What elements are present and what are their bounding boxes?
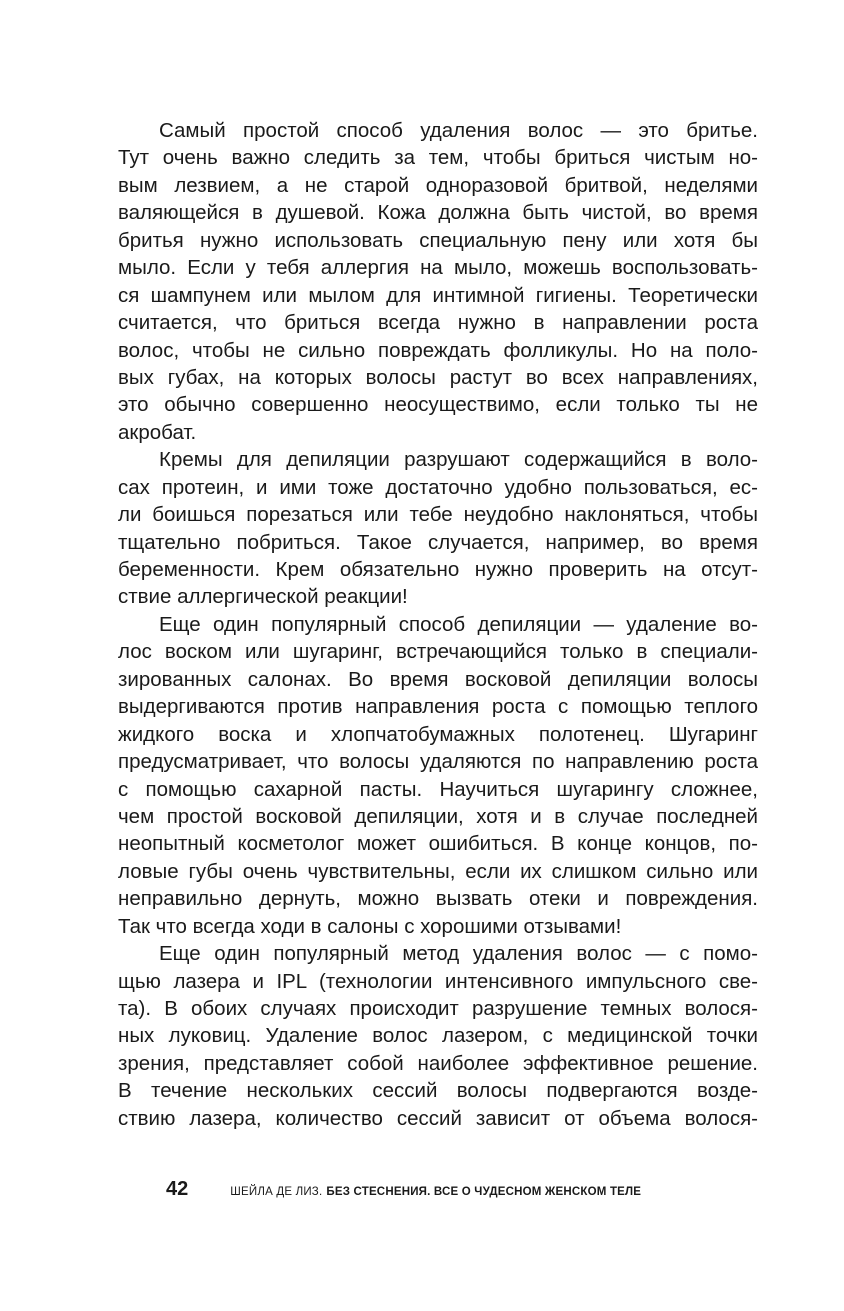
text-line: бритья нужно использовать специальную пену или хотя бы — [118, 228, 758, 252]
text-line: ся шампунем или мылом для интимной гигиены. Теоретически — [118, 283, 758, 307]
page-footer — [166, 1178, 641, 1208]
text-line: волос, чтобы не сильно повреждать фолликулы. Но на поло- — [118, 338, 758, 362]
text-line: с помощью сахарной пасты. Научиться шугарингу сложнее, — [118, 777, 758, 801]
text-line: это обычно совершенно неосуществимо, если только ты не — [118, 393, 758, 417]
text-line: валяющейся в душевой. Кожа должна быть чистой, во время — [118, 201, 758, 225]
paragraph-laser-ipl — [118, 940, 758, 1132]
text-line: неправильно дернуть, можно вызвать отеки и повреждения. — [118, 887, 758, 911]
text-line: щью лазера и IPL (технологии интенсивного импульсного све- — [118, 969, 758, 993]
text-line: ных луковиц. Удаление волос лазером, с медицинской точки — [118, 1024, 758, 1048]
paragraph-waxing-sugaring — [118, 611, 758, 940]
text-line: выдергиваются против направления роста с помощью теплого — [118, 695, 758, 719]
text-line: зрения, представляет собой наиболее эффективное решение. — [118, 1051, 758, 1075]
text-line: жидкого воска и хлопчатобумажных полотенец. Шугаринг — [118, 722, 758, 746]
text-line: тщательно побриться. Такое случается, например, во время — [118, 530, 758, 554]
text-line: ствию лазера, количество сессий зависит от объема волося- — [118, 1106, 758, 1130]
text-line: ловые губы очень чувствительны, если их слишком сильно или — [118, 859, 758, 883]
text-line: та). В обоих случаях происходит разрушение темных волося- — [118, 997, 758, 1020]
text-line: чем простой восковой депиляции, хотя и в случае последней — [118, 804, 758, 828]
text-line: беременности. Крем обязательно нужно проверить на отсут- — [118, 558, 758, 581]
text-line: лос воском или шугаринг, встречающийся только в специали- — [118, 640, 758, 664]
text-line: мыло. Если у тебя аллергия на мыло, можешь воспользовать- — [118, 256, 758, 280]
text-line: ствие аллергической реакции! — [118, 585, 408, 609]
text-line: В течение нескольких сессий волосы подвергаются возде- — [118, 1079, 758, 1103]
text-line: Кремы для депиляции разрушают содержащийся в воло- — [159, 448, 758, 472]
text-line: неопытный косметолог может ошибиться. В конце концов, по- — [118, 832, 758, 856]
text-line: зированных салонах. Во время восковой депиляции волосы — [118, 667, 758, 691]
text-line: Еще один популярный метод удаления волос — с помо- — [159, 942, 758, 966]
text-line: вых губах, на которых волосы растут во всех направлениях, — [118, 365, 758, 389]
text-line: предусматривает, что волосы удаляются по направлению роста — [118, 750, 758, 774]
text-line: ли боишься порезаться или тебе неудобно наклоняться, чтобы — [118, 503, 758, 527]
text-line: Еще один популярный способ депиляции — удаление во- — [159, 612, 758, 636]
text-line: Так что всегда ходи в салоны с хорошими отзывами! — [118, 914, 622, 938]
page-number: 42 — [166, 1178, 189, 1200]
text-line: считается, что бриться всегда нужно в направлении роста — [118, 311, 758, 335]
text-line: акробат. — [118, 420, 197, 444]
page-body-text — [118, 117, 758, 1132]
text-line: сах протеин, и ими тоже достаточно удобно пользоваться, ес- — [118, 475, 758, 499]
paragraph-depilation-creams — [118, 446, 758, 611]
running-header-author: ШЕЙЛА ДЕ ЛИЗ. — [230, 1186, 323, 1198]
running-header-book-title: БЕЗ СТЕСНЕНИЯ. ВСЕ О ЧУДЕСНОМ ЖЕНСКОМ ТЕЛЕ — [326, 1186, 642, 1198]
text-line: Тут очень важно следить за тем, чтобы бриться чистым но- — [118, 146, 758, 170]
text-line: Самый простой способ удаления волос — это бритье. — [159, 119, 758, 142]
paragraph-shaving — [118, 117, 758, 446]
text-line: вым лезвием, а не старой одноразовой бритвой, неделями — [118, 173, 758, 197]
